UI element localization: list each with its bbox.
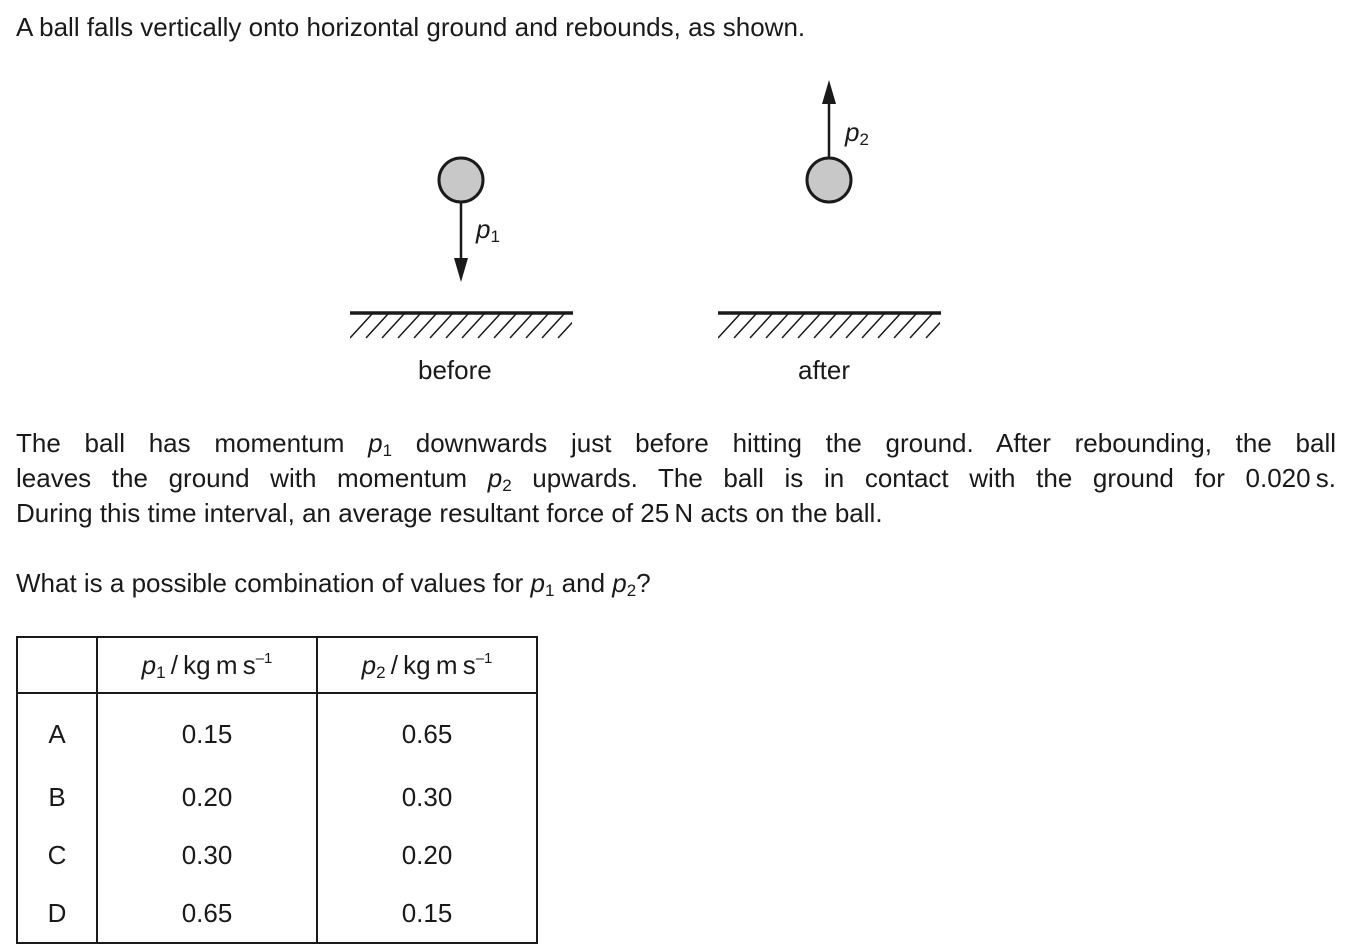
- table-row-c: [17, 826, 537, 884]
- option-p2-value: 0.65: [317, 693, 537, 768]
- ground-hatch-before: [350, 314, 596, 338]
- hatch-line: [942, 314, 964, 338]
- paragraph-row-1: The ball has momentum $p_1$ downwards just before hitting the ground. After rebounding, the ball: [16, 428, 1336, 460]
- options-table: [16, 636, 538, 944]
- figure-diagram: [0, 0, 1353, 400]
- table-row-a: [17, 693, 537, 768]
- table-row-d: [17, 884, 537, 943]
- arrow-p2-head: [822, 80, 836, 104]
- ball-before: [439, 158, 483, 202]
- description-paragraph: [16, 426, 1336, 531]
- option-p1-value: 0.20: [97, 768, 317, 826]
- label-before: before: [418, 355, 492, 385]
- option-p2-value: 0.15: [317, 884, 537, 943]
- option-p1-value: 0.65: [97, 884, 317, 943]
- header-blank-cell: [17, 637, 97, 693]
- option-letter: D: [17, 884, 97, 943]
- arrow-p1-head: [454, 258, 468, 282]
- label-p2: $p_2$: [845, 117, 869, 149]
- question-text: What is a possible combination of values for $p_1$ and $p_2$?: [16, 568, 651, 600]
- header-p2: $p_2$ / kg m $s^{-1}$: [317, 637, 537, 693]
- paragraph-row-3: During this time interval, an average resultant force of 25 N acts on the ball.: [16, 498, 883, 528]
- header-p1: $p_1$ / kg m $s^{-1}$: [97, 637, 317, 693]
- option-p1-value: 0.30: [97, 826, 317, 884]
- label-after: after: [798, 355, 851, 385]
- table-row-b: [17, 768, 537, 826]
- intro-text: A ball falls vertically onto horizontal ground and rebounds, as shown.: [16, 12, 806, 42]
- ground-hatch-after: [718, 314, 964, 338]
- option-letter: A: [17, 693, 97, 768]
- table-header-row: [17, 637, 537, 693]
- option-p1-value: 0.15: [97, 693, 317, 768]
- ball-after: [807, 158, 851, 202]
- option-letter: C: [17, 826, 97, 884]
- option-p2-value: 0.30: [317, 768, 537, 826]
- paragraph-row-2: leaves the ground with momentum $p_2$ upwards. The ball is in contact with the ground for 0.020 s.: [16, 463, 1337, 495]
- option-letter: B: [17, 768, 97, 826]
- label-p1: $p_1$: [476, 214, 500, 246]
- hatch-line: [574, 314, 596, 338]
- option-p2-value: 0.20: [317, 826, 537, 884]
